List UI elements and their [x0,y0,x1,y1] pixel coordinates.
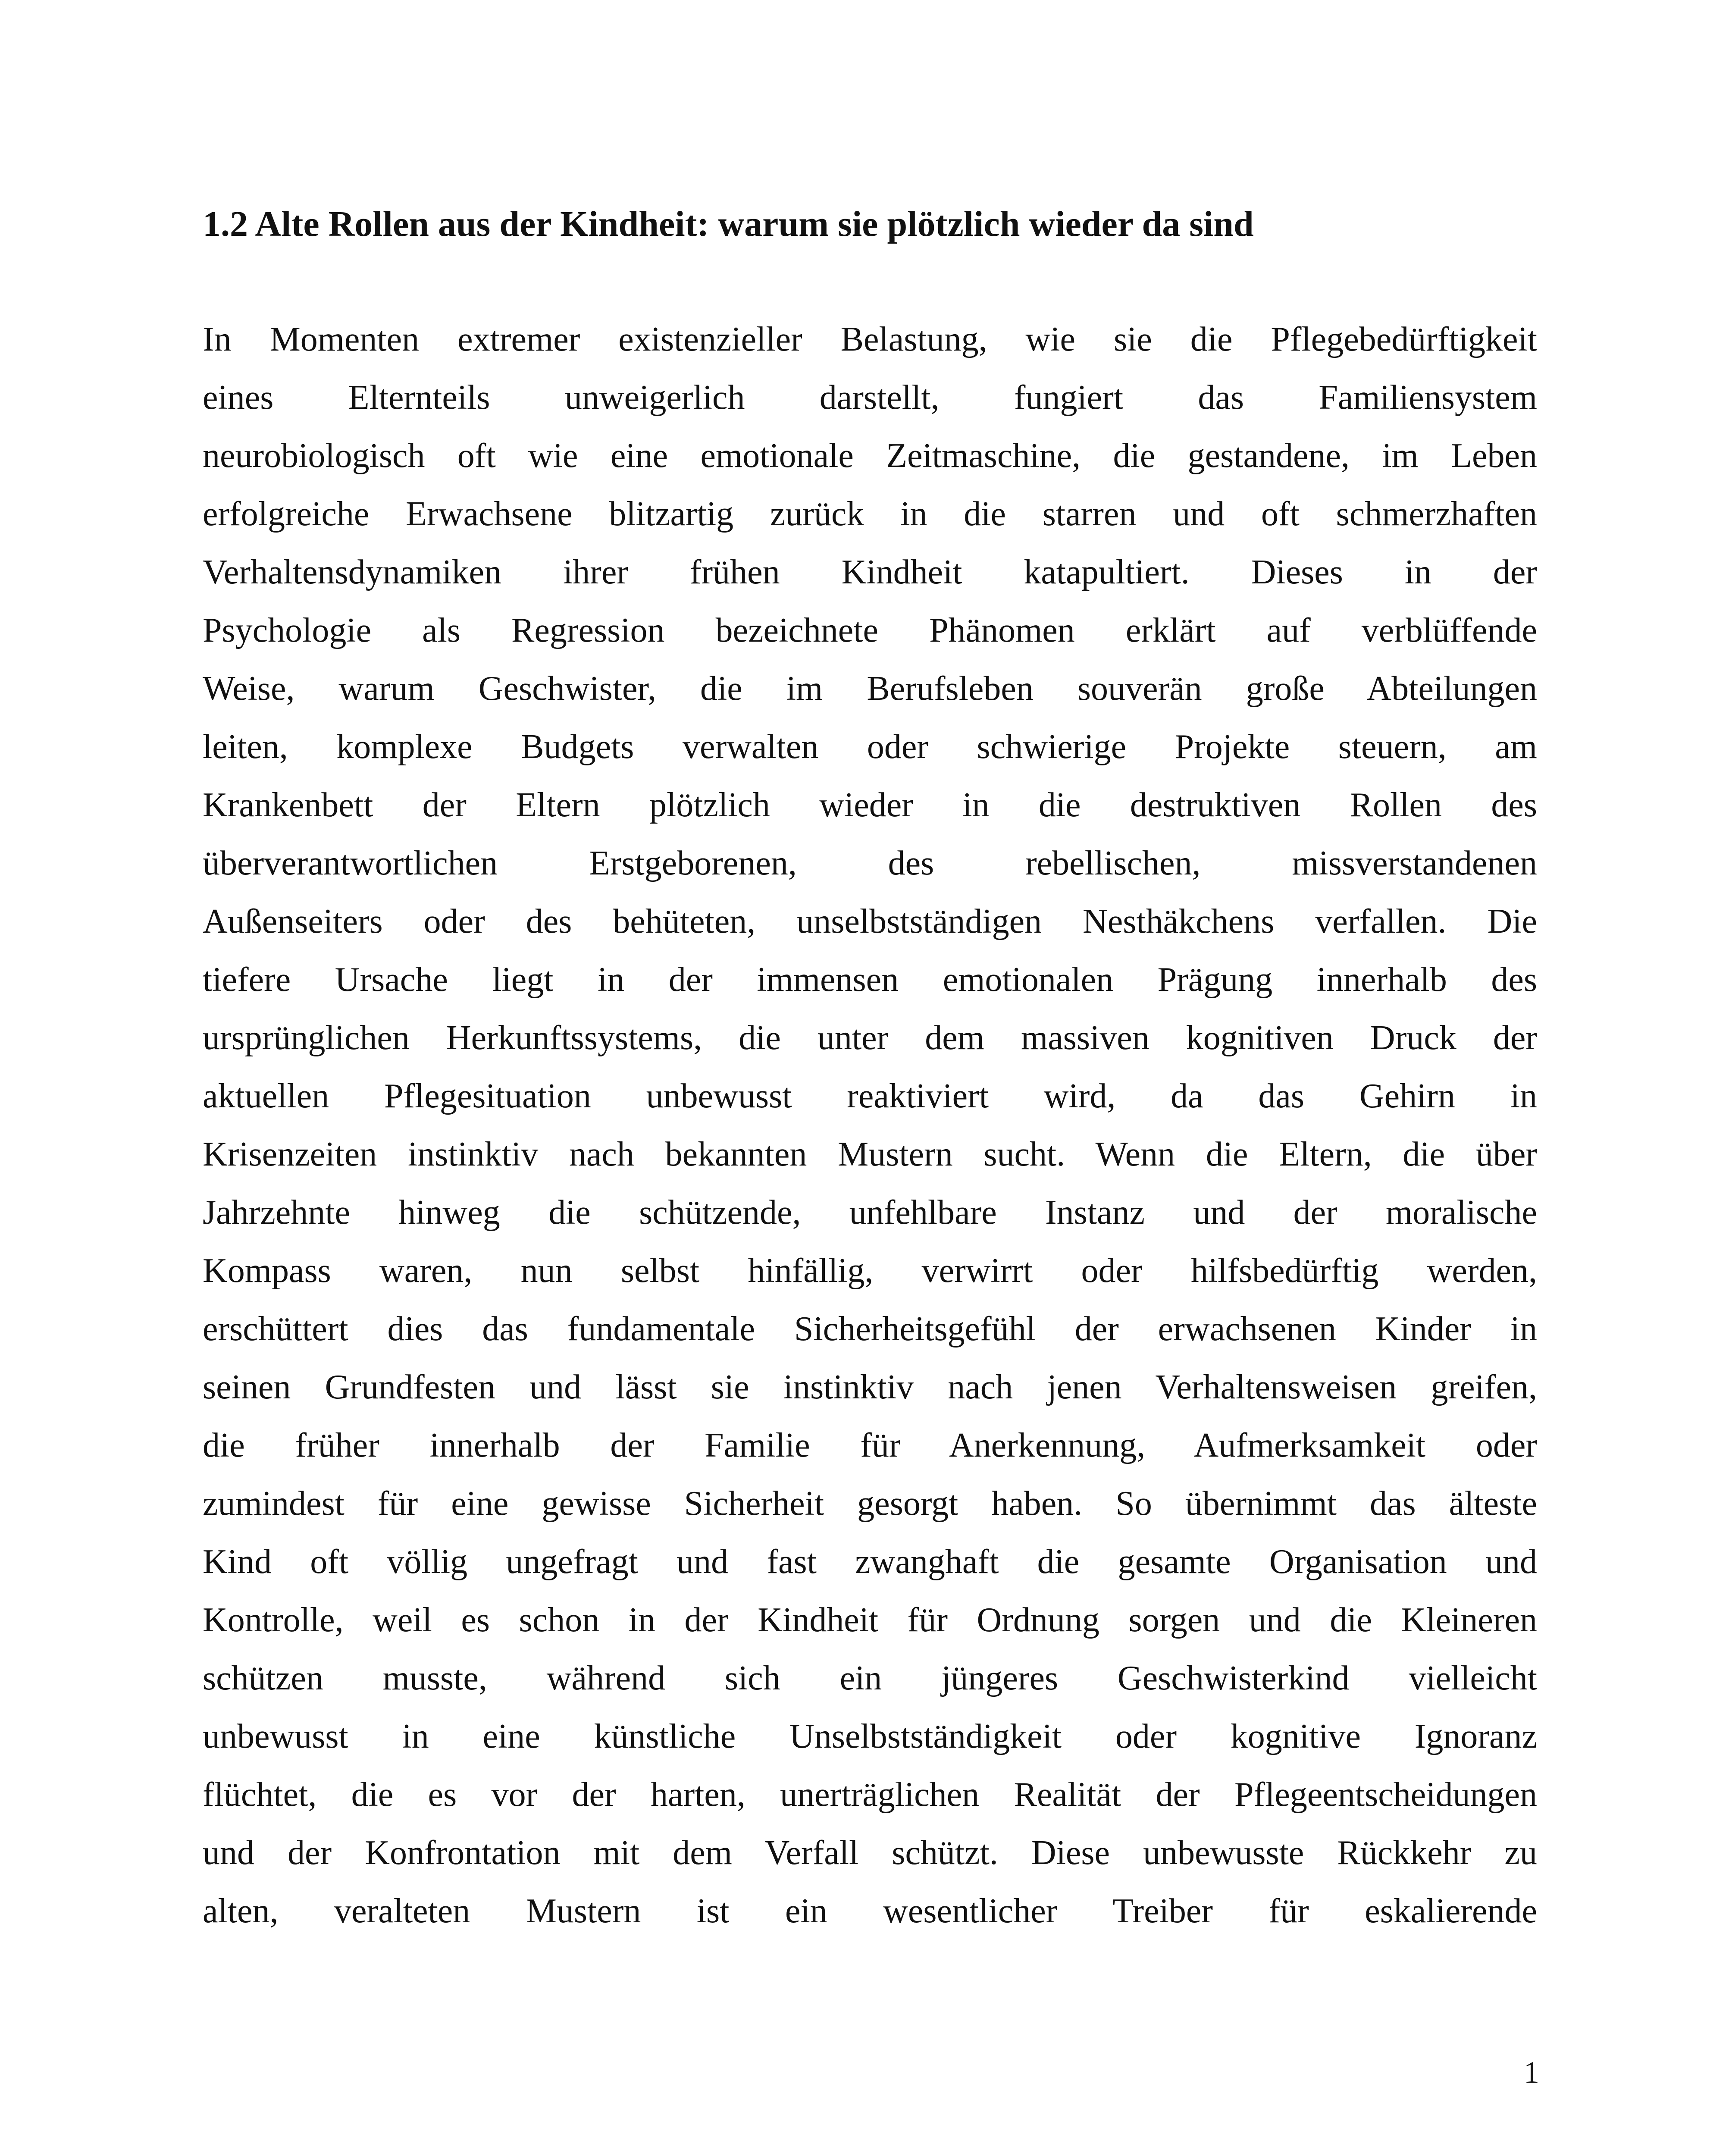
paragraph-line: Psychologie als Regression bezeichnete Phänomen erklärt auf verblüffende [203,611,1537,649]
paragraph-line: Verhaltensdynamiken ihrer frühen Kindheit katapultiert. Dieses in der [203,553,1537,591]
paragraph-line: unbewusst in eine künstliche Unselbstständigkeit oder kognitive Ignoranz [203,1717,1537,1755]
paragraph-line: tiefere Ursache liegt in der immensen emotionalen Prägung innerhalb des [203,961,1537,999]
section-heading: 1.2 Alte Rollen aus der Kindheit: warum sie plötzlich wieder da sind [203,204,1254,244]
paragraph-line: Krisenzeiten instinktiv nach bekannten Mustern sucht. Wenn die Eltern, die über [203,1135,1537,1173]
body-paragraph [203,310,1537,1940]
paragraph-line: seinen Grundfesten und lässt sie instinktiv nach jenen Verhaltensweisen greifen, [203,1368,1537,1406]
paragraph-line: Jahrzehnte hinweg die schützende, unfehlbare Instanz und der moralische [203,1194,1537,1232]
paragraph-line: eines Elternteils unweigerlich darstellt, fungiert das Familiensystem [203,379,1537,417]
paragraph-line: alten, veralteten Mustern ist ein wesentlicher Treiber für eskalierende [203,1892,1537,1930]
paragraph-line: Kompass waren, nun selbst hinfällig, verwirrt oder hilfsbedürftig werden, [203,1252,1537,1290]
paragraph-line: Außenseiters oder des behüteten, unselbstständigen Nesthäkchens verfallen. Die [203,903,1537,940]
paragraph-line: Weise, warum Geschwister, die im Berufsleben souverän große Abteilungen [203,670,1537,708]
paragraph-line: Krankenbett der Eltern plötzlich wieder in die destruktiven Rollen des [203,786,1537,824]
paragraph-line: ursprünglichen Herkunftssystems, die unter dem massiven kognitiven Druck der [203,1019,1537,1057]
paragraph-line: zumindest für eine gewisse Sicherheit gesorgt haben. So übernimmt das älteste [203,1485,1537,1523]
page-number: 1 [1524,2055,1539,2090]
paragraph-line: und der Konfrontation mit dem Verfall schützt. Diese unbewusste Rückkehr zu [203,1834,1537,1872]
paragraph-line: Kontrolle, weil es schon in der Kindheit für Ordnung sorgen und die Kleineren [203,1601,1537,1639]
paragraph-line: leiten, komplexe Budgets verwalten oder schwierige Projekte steuern, am [203,728,1537,766]
paragraph-line: überverantwortlichen Erstgeborenen, des rebellischen, missverstandenen [203,844,1537,882]
paragraph-line: Kind oft völlig ungefragt und fast zwanghaft die gesamte Organisation und [203,1543,1537,1581]
paragraph-line: neurobiologisch oft wie eine emotionale Zeitmaschine, die gestandene, im Leben [203,437,1537,475]
paragraph-line: aktuellen Pflegesituation unbewusst reaktiviert wird, da das Gehirn in [203,1077,1537,1115]
paragraph-line: In Momenten extremer existenzieller Belastung, wie sie die Pflegebedürftigkeit [203,320,1537,358]
paragraph-line: erfolgreiche Erwachsene blitzartig zurück in die starren und oft schmerzhaften [203,495,1537,533]
paragraph-line: schützen musste, während sich ein jüngeres Geschwisterkind vielleicht [203,1659,1537,1697]
paragraph-line: die früher innerhalb der Familie für Anerkennung, Aufmerksamkeit oder [203,1426,1537,1464]
paragraph-line: erschüttert dies das fundamentale Sicherheitsgefühl der erwachsenen Kinder in [203,1310,1537,1348]
paragraph-line: flüchtet, die es vor der harten, unerträglichen Realität der Pflegeentscheidungen [203,1776,1537,1814]
